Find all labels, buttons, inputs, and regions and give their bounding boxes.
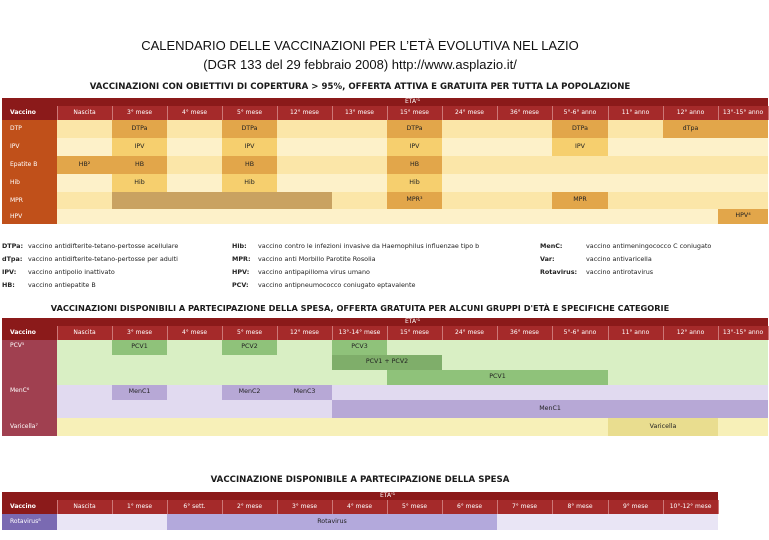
table-cell xyxy=(57,400,112,418)
rotavirus-cell: Rotavirus xyxy=(167,514,497,530)
table-cell xyxy=(552,514,608,530)
table-cell: MPR³ xyxy=(387,192,442,209)
menc3-cell: MenC3 xyxy=(277,385,332,400)
table-cell xyxy=(57,138,112,156)
table-cell xyxy=(718,355,768,370)
row-label-mpr: MPR xyxy=(2,192,57,209)
table-cell xyxy=(167,355,222,370)
table-cell: DTPa xyxy=(387,120,442,138)
table-cell xyxy=(608,138,663,156)
table-row xyxy=(2,385,768,400)
legend-desc: vaccino anti Morbillo Parotite Rosolia xyxy=(258,255,376,263)
header-cell: 9° mese xyxy=(608,500,663,514)
table-cell xyxy=(57,340,112,355)
table-cell xyxy=(167,385,222,400)
table-cell xyxy=(277,156,332,174)
table-cell xyxy=(663,340,718,355)
table-cell xyxy=(112,192,167,209)
table-cell: DTPa xyxy=(222,120,277,138)
table-cell xyxy=(663,156,718,174)
table-row xyxy=(2,174,768,192)
table-cell: dTpa xyxy=(663,120,718,138)
table-cell xyxy=(608,120,663,138)
header-cell: Nascita xyxy=(57,106,112,120)
legend-item xyxy=(540,255,652,263)
table-cell xyxy=(332,120,387,138)
legend-item xyxy=(232,242,479,250)
table-cell xyxy=(277,209,332,224)
header-cell: 6° mese xyxy=(442,500,497,514)
header-cell: 4° mese xyxy=(167,106,222,120)
table-cell: Hib xyxy=(222,174,277,192)
row-label-epatite-b: Epatite B xyxy=(2,156,57,174)
table-cell xyxy=(57,418,112,436)
header-cell: 5° mese xyxy=(222,106,277,120)
legend-desc: vaccino antipneumococco coniugato eptavalente xyxy=(258,281,416,289)
legend-desc: vaccino antipapilloma virus umano xyxy=(258,268,370,276)
header-cell: 4° mese xyxy=(332,500,387,514)
varicella-cell: Varicella xyxy=(608,418,718,436)
table-cell xyxy=(112,418,167,436)
table-cell: IPV xyxy=(387,138,442,156)
table-cell xyxy=(387,385,442,400)
table-cell xyxy=(277,138,332,156)
table-cell xyxy=(442,138,497,156)
table-cell xyxy=(497,120,552,138)
table-cell xyxy=(442,209,497,224)
eta-row xyxy=(2,98,768,106)
table-cell xyxy=(167,138,222,156)
table-cell xyxy=(167,156,222,174)
table-cell xyxy=(222,192,277,209)
header-cell: 3° mese xyxy=(277,500,332,514)
table-cell xyxy=(332,418,387,436)
header-cell: 5°-6° anno xyxy=(552,106,608,120)
header-cell: Vaccino xyxy=(2,106,57,120)
table-cell xyxy=(497,514,552,530)
row-label-ipv: IPV xyxy=(2,138,57,156)
header-cell: 36° mese xyxy=(497,326,552,340)
table-cell xyxy=(57,120,112,138)
table-cell xyxy=(167,340,222,355)
legend-code: DTPa: xyxy=(2,242,24,250)
header-cell: 12° mese xyxy=(277,106,332,120)
header-cell: 1° mese xyxy=(112,500,167,514)
table-cell xyxy=(277,192,332,209)
legend-code: Hib: xyxy=(232,242,247,250)
row-label-hpv: HPV xyxy=(2,209,57,224)
header-cell: 13°-15° anno xyxy=(718,326,768,340)
section1-table xyxy=(2,98,769,224)
table-cell xyxy=(222,400,277,418)
header-cell: 5° mese xyxy=(222,326,277,340)
table-cell xyxy=(167,418,222,436)
row-label-rotavirus: Rotavirus⁸ xyxy=(2,514,57,530)
table-cell xyxy=(718,156,768,174)
table-cell: HB xyxy=(222,156,277,174)
section3-title: VACCINAZIONE DISPONIBILE A PARTECIPAZIONE DELLA SPESA xyxy=(210,475,510,485)
table-cell xyxy=(57,355,112,370)
menc1-cell: MenC1 xyxy=(112,385,167,400)
table-cell xyxy=(442,156,497,174)
table-cell xyxy=(663,385,718,400)
table-row xyxy=(2,340,768,355)
header-row xyxy=(2,500,718,514)
table-cell xyxy=(663,370,718,385)
table-cell xyxy=(222,418,277,436)
menc2-cell: MenC2 xyxy=(222,385,277,400)
table-cell: IPV xyxy=(222,138,277,156)
table-cell xyxy=(57,514,112,530)
legend-code: HB: xyxy=(2,281,15,289)
table-row xyxy=(2,370,768,385)
table-cell xyxy=(497,138,552,156)
table-cell: DTPa xyxy=(112,120,167,138)
header-cell: Vaccino xyxy=(2,326,57,340)
header-cell: 15° mese xyxy=(387,106,442,120)
legend-code: MPR: xyxy=(232,255,251,263)
table-cell: IPV xyxy=(552,138,608,156)
header-cell: 5° mese xyxy=(387,500,442,514)
header-cell: 12° anno xyxy=(663,106,718,120)
table-cell xyxy=(167,370,222,385)
row-label-pcv: PCV⁵ xyxy=(2,340,57,385)
header-cell: 3° mese xyxy=(112,106,167,120)
page-title-line1: CALENDARIO DELLE VACCINAZIONI PER L’ETÀ EVOLUTIVA NEL LAZIO xyxy=(141,38,579,53)
table-cell xyxy=(332,209,387,224)
table-cell: HB xyxy=(112,156,167,174)
table-row xyxy=(2,120,768,138)
table-cell xyxy=(442,174,497,192)
eta-row xyxy=(2,318,768,326)
table-cell xyxy=(57,192,112,209)
row-label-menc: MenC⁶ xyxy=(2,385,57,418)
header-cell: Nascita xyxy=(57,326,112,340)
table-cell xyxy=(663,174,718,192)
table-cell xyxy=(718,120,768,138)
table-cell xyxy=(718,385,768,400)
table-cell: Hib xyxy=(387,174,442,192)
header-cell: 12° mese xyxy=(277,326,332,340)
table-cell xyxy=(608,174,663,192)
table-row xyxy=(2,156,768,174)
table-cell xyxy=(608,209,663,224)
legend-code: PCV: xyxy=(232,281,249,289)
table-cell xyxy=(277,174,332,192)
legend-item xyxy=(232,268,370,276)
header-cell: 11° anno xyxy=(608,326,663,340)
legend-item xyxy=(2,268,115,276)
legend-desc: vaccino antimeningococco C coniugato xyxy=(586,242,712,250)
table-cell xyxy=(167,209,222,224)
table-row xyxy=(2,192,768,209)
pcv1-cell: PCV1 xyxy=(112,340,167,355)
row-label-dtp: DTP xyxy=(2,120,57,138)
table-cell xyxy=(552,209,608,224)
table-cell xyxy=(277,418,332,436)
header-cell: 7° mese xyxy=(497,500,552,514)
table-cell xyxy=(277,340,332,355)
table-cell: DTPa xyxy=(552,120,608,138)
table-cell xyxy=(497,355,552,370)
table-cell: HB² xyxy=(57,156,112,174)
table-cell xyxy=(442,120,497,138)
table-cell xyxy=(167,174,222,192)
table-cell xyxy=(718,418,768,436)
table-row xyxy=(2,418,768,436)
table-cell: HB xyxy=(387,156,442,174)
legend-item xyxy=(540,242,711,250)
header-cell: 13°-15° anno xyxy=(718,106,768,120)
table-cell xyxy=(497,385,552,400)
table-cell xyxy=(552,174,608,192)
header-cell: 6° sett. xyxy=(167,500,222,514)
header-row xyxy=(2,326,768,340)
legend-item xyxy=(2,281,96,289)
table-cell xyxy=(222,355,277,370)
table-cell xyxy=(57,209,112,224)
header-cell: 5°-6° anno xyxy=(552,326,608,340)
legend-desc: vaccino antirotavirus xyxy=(586,268,654,276)
table-row xyxy=(2,400,768,418)
legend-code: MenC: xyxy=(540,242,563,250)
legend-item xyxy=(232,255,376,263)
menc1b-cell: MenC1 xyxy=(332,400,768,418)
eta-row xyxy=(2,492,718,500)
legend-desc: vaccino antivaricella xyxy=(586,255,652,263)
table-cell xyxy=(112,514,167,530)
page-title xyxy=(0,36,720,74)
table-cell xyxy=(222,209,277,224)
header-cell: 11° anno xyxy=(608,106,663,120)
section1-title: VACCINAZIONI CON OBIETTIVI DI COPERTURA > 95%, OFFERTA ATTIVA E GRATUITA PER TUTTA LA POPOLAZIONE xyxy=(89,82,631,92)
table-cell xyxy=(57,174,112,192)
table-cell xyxy=(663,355,718,370)
table-cell xyxy=(608,340,663,355)
table-cell xyxy=(112,400,167,418)
table-cell xyxy=(497,156,552,174)
table-cell xyxy=(552,340,608,355)
table-cell xyxy=(608,370,663,385)
table-cell xyxy=(332,385,387,400)
table-cell xyxy=(608,355,663,370)
header-cell: 24° mese xyxy=(442,106,497,120)
table-cell xyxy=(387,418,442,436)
table-cell xyxy=(332,138,387,156)
table-cell xyxy=(442,340,497,355)
table-cell xyxy=(608,514,663,530)
table-cell xyxy=(442,355,497,370)
pcv1b-cell: PCV1 xyxy=(387,370,608,385)
table-cell xyxy=(608,385,663,400)
row-label-varicella: Varicella⁷ xyxy=(2,418,57,436)
header-cell: 2° mese xyxy=(222,500,277,514)
header-cell: 13°-14° mese xyxy=(332,326,387,340)
eta-label: ETA'¹ xyxy=(57,492,718,500)
legend-desc: vaccino contro le infezioni invasive da Haemophilus influenzae tipo b xyxy=(258,242,480,250)
header-cell: 24° mese xyxy=(442,326,497,340)
header-cell: 8° mese xyxy=(552,500,608,514)
section2-table xyxy=(2,318,769,436)
table-cell xyxy=(112,370,167,385)
page-title-line2: (DGR 133 del 29 febbraio 2008) http://www.asplazio.it/ xyxy=(203,57,517,72)
table-cell xyxy=(167,192,222,209)
table-cell xyxy=(497,340,552,355)
table-cell xyxy=(552,156,608,174)
table-cell xyxy=(387,340,442,355)
table-row xyxy=(2,138,768,156)
table-cell xyxy=(222,370,277,385)
table-cell xyxy=(663,138,718,156)
header-cell: 36° mese xyxy=(497,106,552,120)
legend-code: Var: xyxy=(540,255,555,263)
eta-label: ETA'¹ xyxy=(57,318,768,326)
table-cell xyxy=(387,209,442,224)
legend-desc: vaccino antiepatite B xyxy=(28,281,96,289)
table-cell xyxy=(608,192,663,209)
table-cell: IPV xyxy=(112,138,167,156)
pcv3-cell: PCV3 xyxy=(332,340,387,355)
table-cell xyxy=(718,340,768,355)
table-cell xyxy=(442,192,497,209)
header-cell: Vaccino xyxy=(2,500,57,514)
header-cell: 4° mese xyxy=(167,326,222,340)
table-cell xyxy=(497,418,552,436)
table-cell xyxy=(277,400,332,418)
table-cell xyxy=(112,209,167,224)
table-cell xyxy=(497,209,552,224)
legend-item xyxy=(2,255,178,263)
legend-item xyxy=(2,242,178,250)
legend-code: IPV: xyxy=(2,268,17,276)
table-cell xyxy=(718,370,768,385)
table-cell xyxy=(663,209,718,224)
legend-code: HPV: xyxy=(232,268,250,276)
pcv1-pcv2-cell: PCV1 + PCV2 xyxy=(332,355,442,370)
table-cell xyxy=(552,418,608,436)
table-cell xyxy=(57,385,112,400)
legend-desc: vaccino antipolio inattivato xyxy=(28,268,115,276)
header-cell: 10°-12° mese xyxy=(663,500,718,514)
row-label-hib: Hib xyxy=(2,174,57,192)
table-cell xyxy=(167,400,222,418)
legend-item xyxy=(232,281,415,289)
table-cell xyxy=(718,192,768,209)
table-cell xyxy=(552,355,608,370)
section3-table xyxy=(2,492,719,530)
header-cell: 12° anno xyxy=(663,326,718,340)
table-row xyxy=(2,355,768,370)
table-cell xyxy=(277,370,332,385)
table-cell xyxy=(332,370,387,385)
table-cell xyxy=(718,174,768,192)
eta-label: ETA'¹ xyxy=(57,98,768,106)
table-cell xyxy=(497,192,552,209)
table-cell: MPR xyxy=(552,192,608,209)
header-cell: 15° mese xyxy=(387,326,442,340)
legend-desc: vaccino antidifterite-tetano-pertosse acellulare xyxy=(28,242,179,250)
table-cell xyxy=(663,514,718,530)
table-cell xyxy=(332,192,387,209)
pcv2-cell: PCV2 xyxy=(222,340,277,355)
table-cell xyxy=(332,174,387,192)
table-cell xyxy=(663,192,718,209)
table-row xyxy=(2,514,718,530)
legend xyxy=(2,240,718,296)
legend-code: dTpa: xyxy=(2,255,23,263)
table-cell xyxy=(332,156,387,174)
table-cell xyxy=(277,355,332,370)
table-cell xyxy=(552,385,608,400)
legend-item xyxy=(540,268,653,276)
table-cell xyxy=(277,120,332,138)
header-row xyxy=(2,106,768,120)
table-cell xyxy=(497,174,552,192)
legend-desc: vaccino antidifterite-tetano-pertosse per adulti xyxy=(28,255,178,263)
table-cell xyxy=(608,156,663,174)
table-cell: HPV⁴ xyxy=(718,209,768,224)
header-cell: 13° mese xyxy=(332,106,387,120)
table-cell xyxy=(718,138,768,156)
table-cell xyxy=(57,370,112,385)
table-cell xyxy=(112,355,167,370)
header-cell: Nascita xyxy=(57,500,112,514)
table-cell xyxy=(442,418,497,436)
table-cell xyxy=(442,385,497,400)
header-cell: 3° mese xyxy=(112,326,167,340)
table-row xyxy=(2,209,768,224)
section2-title: VACCINAZIONI DISPONIBILI A PARTECIPAZIONE DELLA SPESA, OFFERTA GRATUITA PER ALCUNI GRUPPI D'ETÀ E SPECIFICHE CATEGORIE xyxy=(50,303,670,313)
table-cell xyxy=(167,120,222,138)
table-cell: Hib xyxy=(112,174,167,192)
legend-code: Rotavirus: xyxy=(540,268,578,276)
